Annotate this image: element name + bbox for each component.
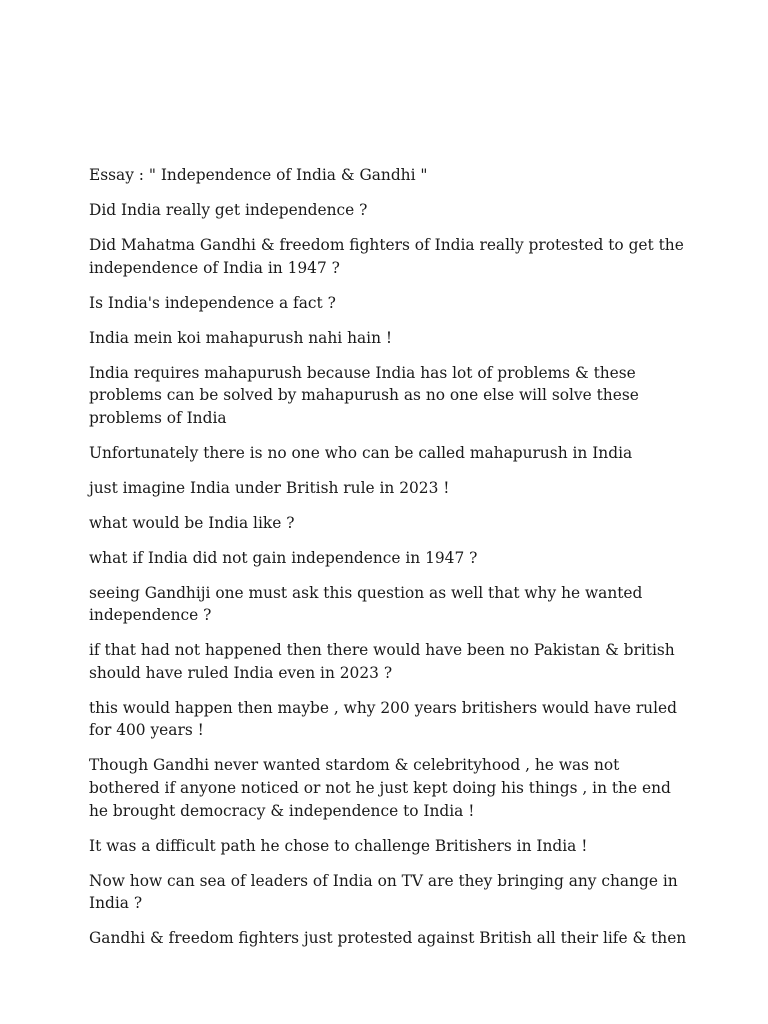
paragraph: Gandhi & freedom fighters just protested against British all their life & then: [89, 929, 687, 948]
paragraph: Now how can sea of leaders of India on TV are they bringing any change in India ?: [89, 871, 678, 913]
paragraph: what if India did not gain independence in 1947 ?: [89, 548, 478, 567]
paragraph: what would be India like ?: [89, 513, 295, 532]
paragraph: Is India's independence a fact ?: [89, 293, 336, 312]
paragraph: if that had not happened then there would have been no Pakistan & british should have ruled India even in 2023 ?: [89, 641, 675, 682]
paragraph: Did Mahatma Gandhi & freedom fighters of India really protested to get the independence of India in 1947 ?: [89, 235, 684, 277]
essay-body: [89, 164, 689, 962]
paragraph: It was a difficult path he chose to challenge Britishers in India !: [89, 836, 588, 855]
paragraph: Unfortunately there is no one who can be called mahapurush in India: [89, 443, 633, 462]
essay-title: Essay : " Independence of India & Gandhi ": [89, 166, 428, 184]
paragraph: India mein koi mahapurush nahi hain !: [89, 328, 393, 347]
paragraph: Did India really get independence ?: [89, 200, 368, 219]
paragraph: just imagine India under British rule in 2023 !: [89, 478, 450, 497]
paragraph: seeing Gandhiji one must ask this question as well that why he wanted independence ?: [89, 583, 643, 625]
paragraph: this would happen then maybe , why 200 years britishers would have ruled for 400 years !: [89, 698, 677, 740]
paragraph: India requires mahapurush because India has lot of problems & these problems can be solved by mahapurush as no one else will solve these problems of India: [89, 363, 639, 427]
paragraph: Though Gandhi never wanted stardom & celebrityhood , he was not bothered if anyone noticed or not he just kept doing his things , in the end he brought democracy & independence to India !: [89, 756, 671, 820]
